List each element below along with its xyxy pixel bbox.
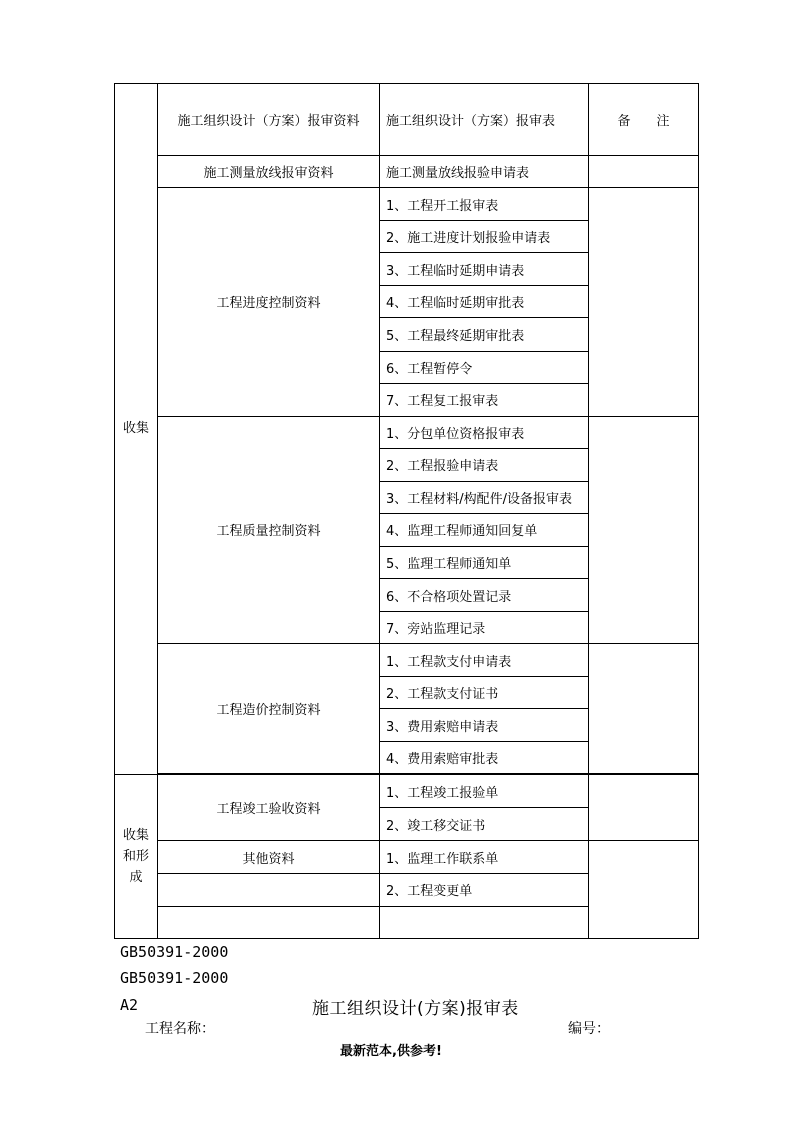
form-item: 3、工程材料/构配件/设备报审表 <box>380 481 589 513</box>
group-label-collect-form: 收集 和形 成 <box>115 775 158 939</box>
form-item: 1、工程竣工报验单 <box>380 775 589 808</box>
form-item: 4、监理工程师通知回复单 <box>380 513 589 546</box>
record-table <box>114 83 699 939</box>
category-completion: 工程竣工验收资料 <box>158 775 380 841</box>
blank-cell <box>380 906 589 938</box>
form-item: 3、工程临时延期申请表 <box>380 253 589 286</box>
form-item: 6、工程暂停令 <box>380 351 589 383</box>
category-progress: 工程进度控制资料 <box>158 188 380 416</box>
header-material-type: 施工组织设计（方案）报审资料 <box>158 84 380 156</box>
form-title: 施工组织设计(方案)报审表 <box>312 999 519 1019</box>
remark-cell <box>589 775 699 841</box>
number-label: 编号： <box>568 1021 610 1037</box>
form-item: 1、监理工作联系单 <box>380 841 589 873</box>
group-label-collect: 收集 <box>115 84 158 775</box>
form-item: 2、施工进度计划报验申请表 <box>380 221 589 253</box>
remark-cell <box>589 841 699 939</box>
category-quality: 工程质量控制资料 <box>158 416 380 643</box>
form-item: 4、工程临时延期审批表 <box>380 286 589 318</box>
header-form-name: 施工组织设计（方案）报审表 <box>380 84 589 156</box>
blank-cell <box>158 873 380 906</box>
category-cost: 工程造价控制资料 <box>158 644 380 774</box>
form-item: 2、竣工移交证书 <box>380 808 589 841</box>
form-item: 7、旁站监理记录 <box>380 612 589 644</box>
form-item: 4、费用索赔审批表 <box>380 742 589 774</box>
header-remarks: 备 注 <box>589 84 699 156</box>
form-number: A2 <box>120 996 139 1014</box>
form-item: 1、工程款支付申请表 <box>380 644 589 677</box>
remark-cell <box>589 156 699 188</box>
form-item: 5、工程最终延期审批表 <box>380 318 589 351</box>
form-item: 5、监理工程师通知单 <box>380 546 589 578</box>
remark-cell <box>589 188 699 416</box>
form-item: 7、工程复工报审表 <box>380 383 589 416</box>
category-other: 其他资料 <box>158 841 380 873</box>
form-item: 1、工程开工报审表 <box>380 188 589 221</box>
form-item: 6、不合格项处置记录 <box>380 578 589 611</box>
form-item: 1、分包单位资格报审表 <box>380 416 589 448</box>
form-item: 2、工程款支付证书 <box>380 677 589 709</box>
remark-cell <box>589 416 699 643</box>
project-name-label: 工程名称： <box>145 1021 215 1037</box>
standard-code: GB50391-2000 <box>120 943 229 961</box>
blank-cell <box>158 906 380 938</box>
standard-code: GB50391-2000 <box>120 969 229 987</box>
form-item: 2、工程报验申请表 <box>380 448 589 481</box>
remark-cell <box>589 644 699 774</box>
form-item: 施工测量放线报验申请表 <box>380 156 589 188</box>
footer-note: 最新范本,供参考! <box>340 1044 442 1059</box>
category-survey: 施工测量放线报审资料 <box>158 156 380 188</box>
form-item: 2、工程变更单 <box>380 873 589 906</box>
form-item: 3、费用索赔申请表 <box>380 709 589 742</box>
